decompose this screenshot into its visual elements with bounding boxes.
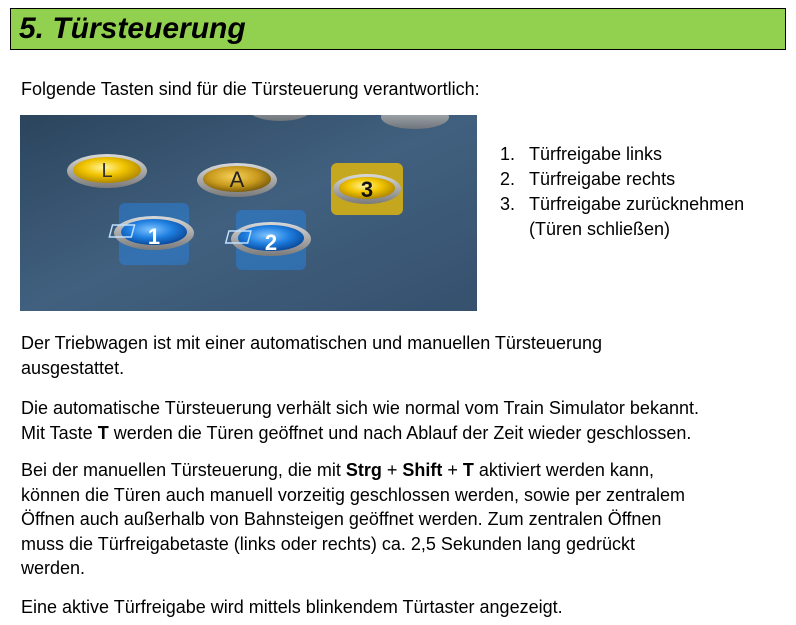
paragraph-overview [21,331,791,380]
key-t: T [462,460,474,480]
door-control-photo [20,115,477,311]
button-legend [500,142,744,242]
legend-number: 1. [500,144,516,164]
legend-number: 2. [500,169,516,189]
legend-item [500,192,744,217]
button-label-2: 2 [264,230,278,255]
release-right-button-icon [226,210,311,270]
legend-text: (Türen schließen) [529,219,671,239]
automatic-button-icon [197,163,277,197]
button-label-a: A [229,167,245,192]
key-shift: Shift [402,460,443,480]
release-cancel-button-icon [331,163,403,215]
paragraph-line: werden. [21,558,86,578]
key-strg: Strg [345,460,382,480]
button-label-1: 1 [147,224,161,249]
paragraph-line: muss die Türfreigabetaste (links oder rechts) ca. 2,5 Sekunden lang gedrückt [21,533,635,554]
left-door-button-icon [67,154,147,188]
legend-number: 3. [500,194,516,214]
key-t: T [97,422,109,443]
button-label-3: 3 [360,177,374,202]
paragraph-line: Mit Taste T werden die Türen geöffnet und nach Ablauf der Zeit wieder geschlossen. [21,422,692,443]
paragraph-manual [21,458,791,581]
legend-item [500,142,744,167]
intro-text: Folgende Tasten sind für die Türsteuerung verantwortlich: [21,79,480,99]
legend-item [500,167,744,192]
paragraph-automatic [21,396,791,445]
legend-text: Türfreigabe links [529,144,663,164]
legend-text: Türfreigabe zurücknehmen [529,194,745,214]
release-left-button-icon [109,203,194,265]
paragraph-line: Der Triebwagen ist mit einer automatischen und manuellen Türsteuerung [21,333,602,353]
legend-item-continuation [500,217,744,242]
paragraph-line: Bei der manuellen Türsteuerung, die mit Strg + Shift + T aktiviert werden kann, [21,460,654,480]
control-panel-illustration [20,115,477,311]
paragraph-line: Öffnen auch außerhalb von Bahnsteigen geöffnet werden. Zum zentralen Öffnen [21,509,662,529]
legend-text: Türfreigabe rechts [529,169,676,189]
section-heading [10,8,786,50]
paragraph-line: ausgestattet. [21,357,125,378]
paragraph-indicator: Eine aktive Türfreigabe wird mittels blinkendem Türtaster angezeigt. [21,597,563,617]
button-label-l: L [101,160,113,182]
section-title: 5. Türsteuerung [19,12,246,45]
paragraph-line: können die Türen auch manuell vorzeitig geschlossen werden, sowie per zentralem [21,484,686,505]
paragraph-line: Die automatische Türsteuerung verhält sich wie normal vom Train Simulator bekannt. [21,398,699,418]
